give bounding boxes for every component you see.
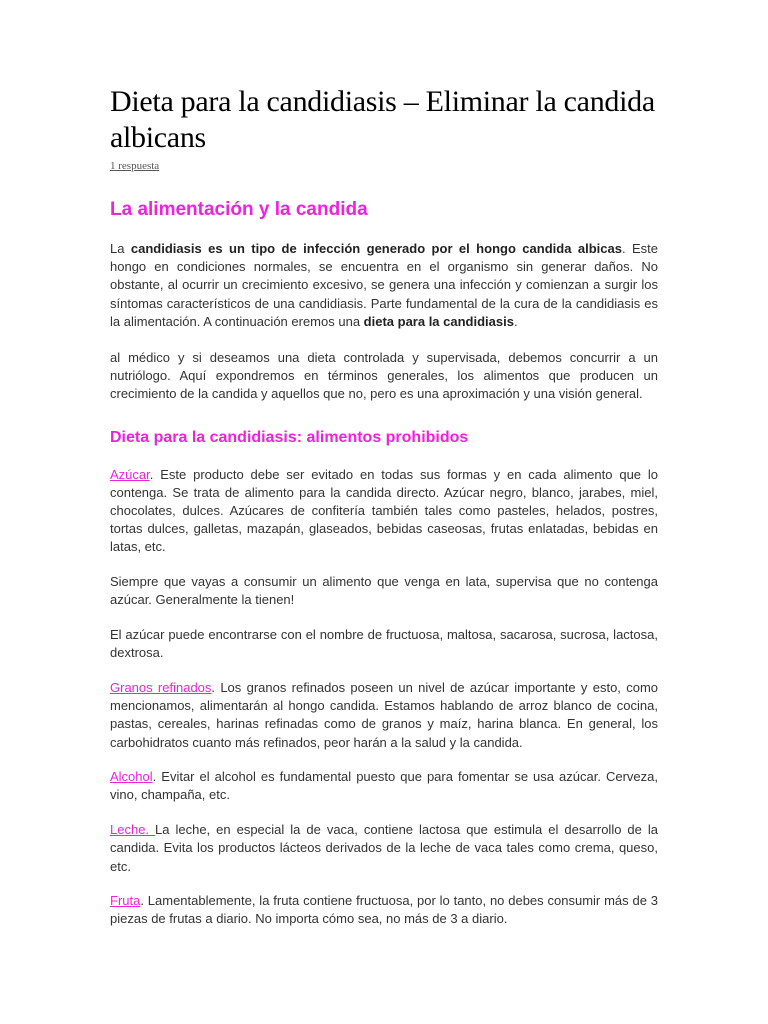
paragraph-azucar — [110, 466, 658, 557]
alcohol-link[interactable]: Alcohol — [110, 769, 153, 785]
replies-link[interactable]: 1 respuesta — [110, 160, 160, 172]
granos-refinados-link[interactable]: Granos refinados — [110, 679, 212, 695]
paragraph-lata: Siempre que vayas a consumir un alimento que venga en lata, supervisa que no contenga azúcar. Generalmente la tienen! — [110, 574, 658, 608]
paragraph-fruta — [110, 892, 658, 928]
leche-text: La leche, en especial la de vaca, contiene lactosa que estimula el desarrollo de la candida. Evita los productos lácteos derivados de la leche de vaca tales como crema, queso, etc. — [110, 822, 658, 874]
fruta-text: . Lamentablemente, la fruta contiene fructuosa, por lo tanto, no debes consumir más de 3 piezas de frutas a diario. No importa cómo sea, no más de 3 a diario. — [110, 893, 658, 927]
paragraph-medico: al médico y si deseamos una dieta controlada y supervisada, debemos concurrir a un nutriólogo. Aquí expondremos en términos generales, los alimentos que producen un crecimiento de la candida y aquellos que no, pero es una aproximación y una visión general. — [110, 350, 658, 402]
paragraph-alcohol — [110, 768, 658, 804]
leche-link[interactable]: Leche. — [110, 822, 156, 838]
granos-text: . Los granos refinados poseen un nivel de azúcar importante y esto, como mencionamos, alimentarán al hongo candida. Estamos hablando de arroz blanco de cocina, pastas, cereales, harinas refinadas como de granos y maíz, harina blanca. En general, los carbohidratos cuanto más refinados, peor harán a la salud y la candida. — [110, 679, 659, 750]
intro-text-2: . Este hongo en condiciones normales, se encuentra en el organismo sin generar daños. No obstante, al ocurrir un crecimiento excesivo, se genera una infección y comienzan a surgir los síntomas característicos de una candidiasis. Parte fundamental de la cura de la candidiasis es la alimentación. A continuación eremos una — [110, 241, 658, 329]
azucar-link[interactable]: Azúcar — [110, 466, 150, 482]
paragraph-nombres-azucar: El azúcar puede encontrarse con el nombre de fructuosa, maltosa, sacarosa, sucrosa, lactosa, dextrosa. — [110, 627, 658, 661]
section-heading-prohibidos: Dieta para la candidiasis: alimentos prohibidos — [110, 428, 469, 446]
intro-bold-1: candidiasis es un tipo de infección generado por el hongo candida albicas — [130, 241, 622, 256]
paragraph-intro — [110, 240, 658, 331]
article — [110, 84, 658, 929]
intro-text-3: . — [513, 313, 518, 329]
intro-bold-2: dieta para la candidiasis — [363, 313, 514, 329]
article-title: Dieta para la candidiasis – Eliminar la candida albicans — [110, 85, 655, 154]
alcohol-text: . Evitar el alcohol es fundamental puesto que para fomentar se usa azúcar. Cerveza, vino, champaña, etc. — [110, 769, 658, 803]
paragraph-granos — [110, 679, 658, 752]
intro-text-1: La — [110, 241, 131, 256]
fruta-link[interactable]: Fruta — [110, 893, 141, 909]
azucar-text: . Este producto debe ser evitado en todas sus formas y en cada alimento que lo contenga. Se trata de alimento para la candida directo. Azúcar negro, blanco, jarabes, miel, chocolates, dulces. Azúcares de confitería también tales como pasteles, helados, postres, tortas dulces, galletas, mazapán, glaseados, bebidas caseosas, frutas enlatadas, bebidas en latas, etc. — [110, 466, 658, 555]
paragraph-leche — [110, 821, 658, 876]
section-heading-alimentacion: La alimentación y la candida — [110, 199, 368, 220]
